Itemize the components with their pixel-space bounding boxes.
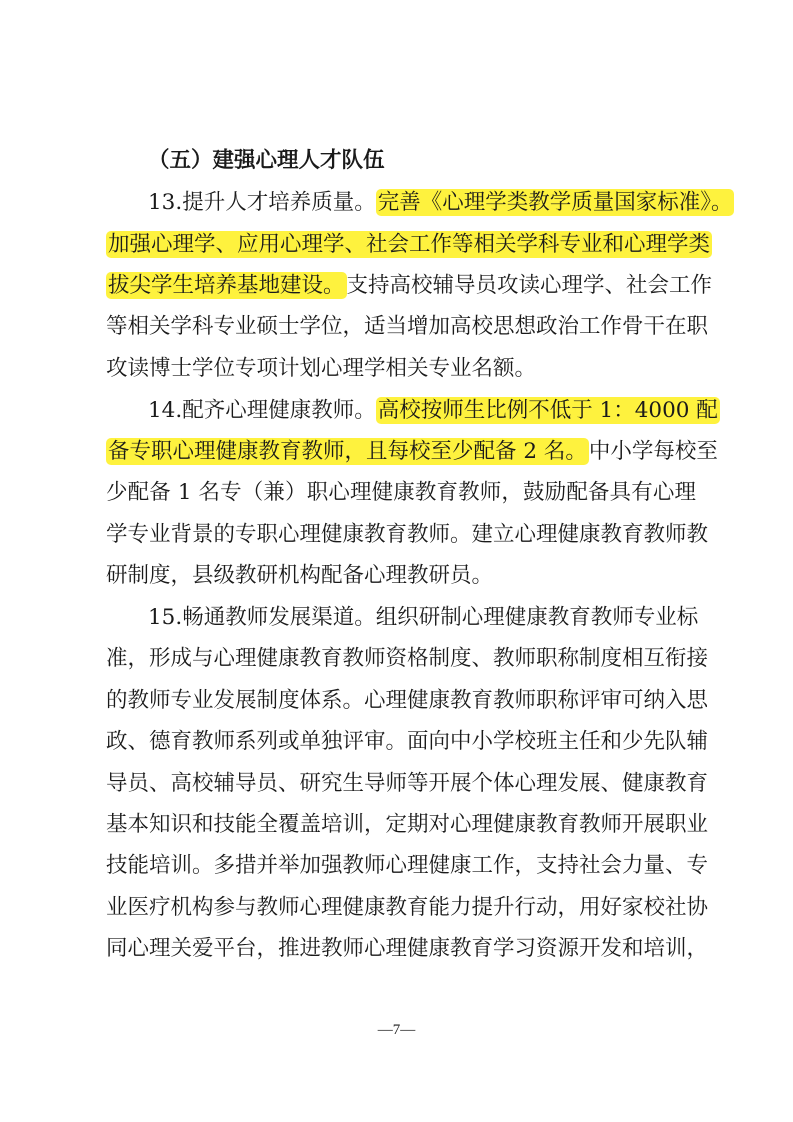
paragraph-line — [106, 225, 711, 265]
paragraph-line — [148, 391, 718, 431]
paragraph-line: 的教师专业发展制度体系。心理健康教育教师职称评审可纳入思 — [106, 688, 709, 713]
paragraph-line: 学专业背景的专职心理健康教育教师。建立心理健康教育教师教 — [106, 522, 709, 547]
section-heading: （五）建强心理人才队伍 — [148, 148, 385, 173]
paragraph-line: 同心理关爱平台，推进教师心理健康教育学习资源开发和培训， — [106, 936, 709, 961]
paragraph-line: 政、德育教师系列或单独评审。面向中小学校班主任和少先队辅 — [106, 729, 709, 754]
highlighted-text: 拔尖学生培养基地建设。 — [108, 273, 345, 298]
highlighted-text: 完善《心理学类教学质量国家标准》。 — [377, 190, 733, 215]
paragraph-line: 准，形成与心理健康教育教师资格制度、教师职称制度相互衔接 — [106, 646, 709, 671]
highlighted-text: 高校按师生比例不低于 1：4000 配 — [377, 398, 718, 423]
paragraph-line: 少配备 1 名专（兼）职心理健康教育教师，鼓励配备具有心理 — [106, 480, 696, 505]
paragraph-line — [106, 432, 718, 472]
paragraph-line — [148, 183, 733, 223]
highlighted-text: 备专职心理健康教育教师，且每校至少配备 2 名。 — [108, 439, 587, 464]
paragraph-line — [106, 266, 713, 306]
paragraph-line: 导员、高校辅导员、研究生导师等开展个体心理发展、健康教育 — [106, 771, 709, 796]
paragraph-line: 等相关学科专业硕士学位，适当增加高校思想政治工作骨干在职 — [106, 314, 709, 339]
paragraph-text: 14.配齐心理健康教师。 — [148, 398, 376, 423]
paragraph-text: 13.提升人才培养质量。 — [148, 190, 376, 215]
highlighted-text: 加强心理学、应用心理学、社会工作等相关学科专业和心理学类 — [108, 232, 711, 257]
paragraph-text: 中小学每校至 — [588, 439, 718, 464]
page-number: —7— — [377, 1022, 416, 1038]
paragraph-line: 研制度，县级教研机构配备心理教研员。 — [106, 563, 494, 588]
paragraph-line: 基本知识和技能全覆盖培训，定期对心理健康教育教师开展职业 — [106, 812, 709, 837]
paragraph-line: 15.畅通教师发展渠道。组织研制心理健康教育教师专业标 — [148, 605, 699, 630]
paragraph-line: 技能培训。多措并举加强教师心理健康工作，支持社会力量、专 — [106, 853, 709, 878]
paragraph-line: 攻读博士学位专项计划心理学相关专业名额。 — [106, 356, 537, 381]
paragraph-line: 业医疗机构参与教师心理健康教育能力提升行动，用好家校社协 — [106, 895, 709, 920]
paragraph-text: 支持高校辅导员攻读心理学、社会工作 — [346, 273, 713, 298]
